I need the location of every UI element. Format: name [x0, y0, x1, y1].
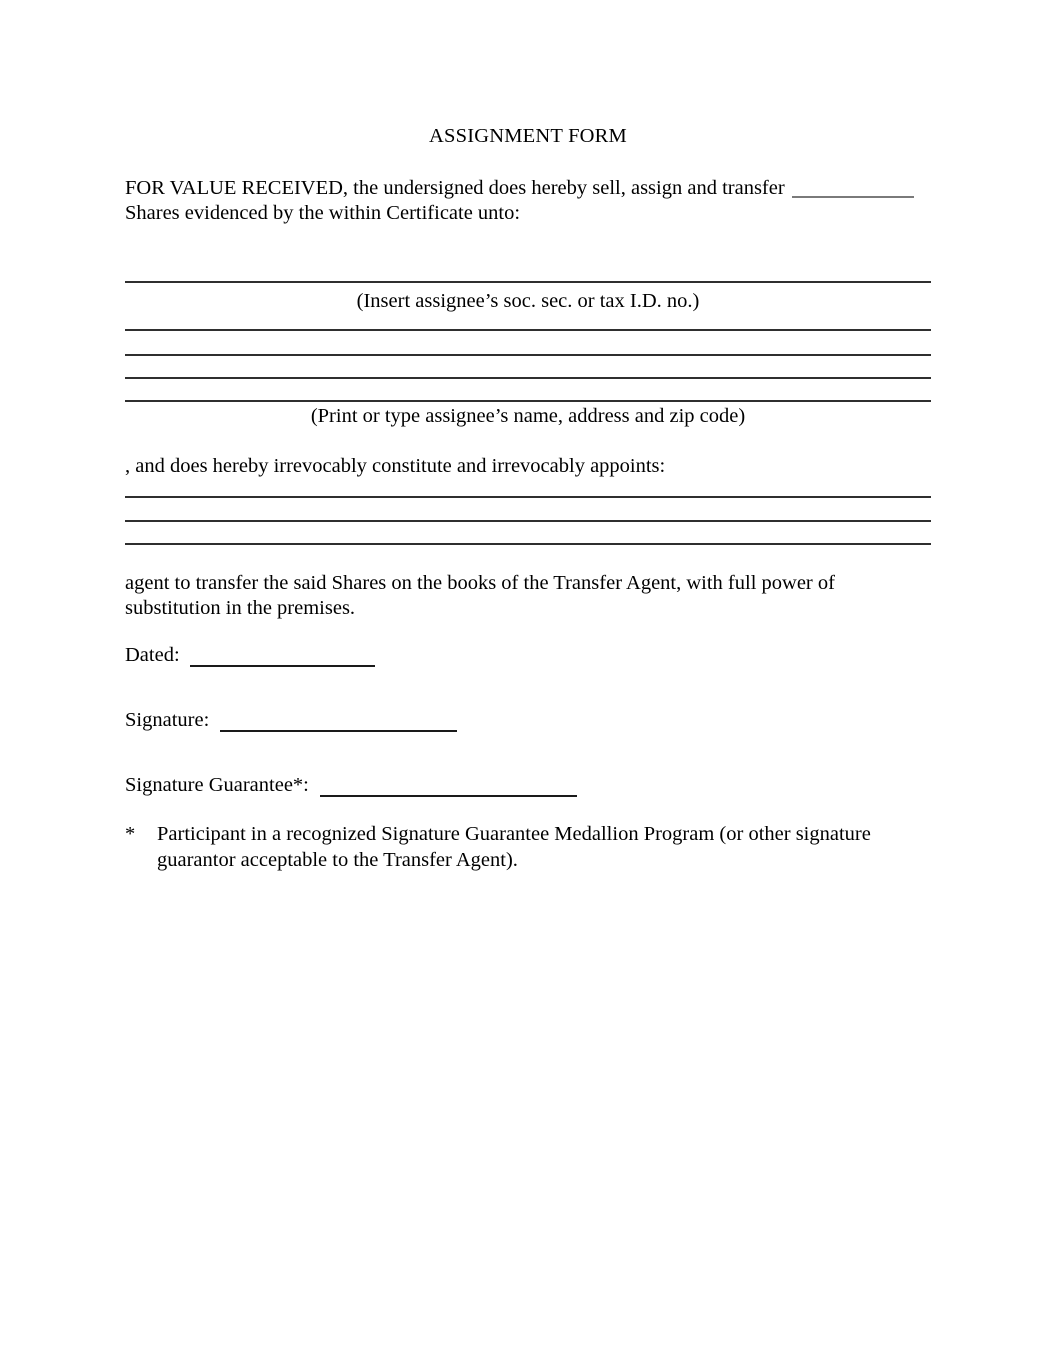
intro-line1-wrap — [125, 177, 914, 199]
intro-paragraph — [125, 176, 945, 226]
assignee-name-blank-line-1 — [125, 329, 931, 331]
assignee-id-caption: (Insert assignee’s soc. sec. or tax I.D. no.) — [356, 290, 700, 312]
document-content — [125, 0, 931, 1365]
signature-label: Signature: — [125, 709, 210, 731]
assignee-id-blank-line — [125, 281, 931, 283]
form-title: ASSIGNMENT FORM — [429, 125, 627, 147]
dated-field-row — [125, 645, 931, 666]
footnote-asterisk: * — [125, 823, 136, 845]
agent-blank-line-1 — [125, 496, 931, 498]
signature-guarantee-blank-line — [320, 795, 577, 797]
signature-blank-line — [220, 730, 457, 732]
assignee-name-blank-line-3 — [125, 377, 931, 379]
agent-blank-line-2 — [125, 520, 931, 522]
shares-amount-blank-line — [792, 196, 914, 198]
dated-blank-line — [190, 665, 375, 667]
dated-label: Dated: — [125, 644, 180, 666]
agent-blank-line-3 — [125, 543, 931, 545]
intro-text-line2: Shares evidenced by the within Certificate unto: — [125, 202, 521, 224]
assignee-name-blank-line-4 — [125, 400, 931, 402]
signature-field-row — [125, 710, 931, 731]
assignee-name-caption: (Print or type assignee’s name, address and zip code) — [310, 405, 746, 427]
assignee-name-blank-line-2 — [125, 354, 931, 356]
footnote — [125, 821, 931, 873]
agent-clause: agent to transfer the said Shares on the books of the Transfer Agent, with full power of substitution in the premises. — [125, 572, 835, 619]
footnote-text: Participant in a recognized Signature Guarantee Medallion Program (or other signature guarantor acceptable to the Transfer Agent). — [157, 823, 871, 871]
signature-guarantee-label: Signature Guarantee*: — [125, 774, 309, 796]
signature-guarantee-field-row — [125, 775, 931, 796]
intro-text-line1: FOR VALUE RECEIVED, the undersigned does hereby sell, assign and transfer — [125, 177, 785, 199]
appointment-clause: , and does hereby irrevocably constitute and irrevocably appoints: — [125, 455, 666, 477]
